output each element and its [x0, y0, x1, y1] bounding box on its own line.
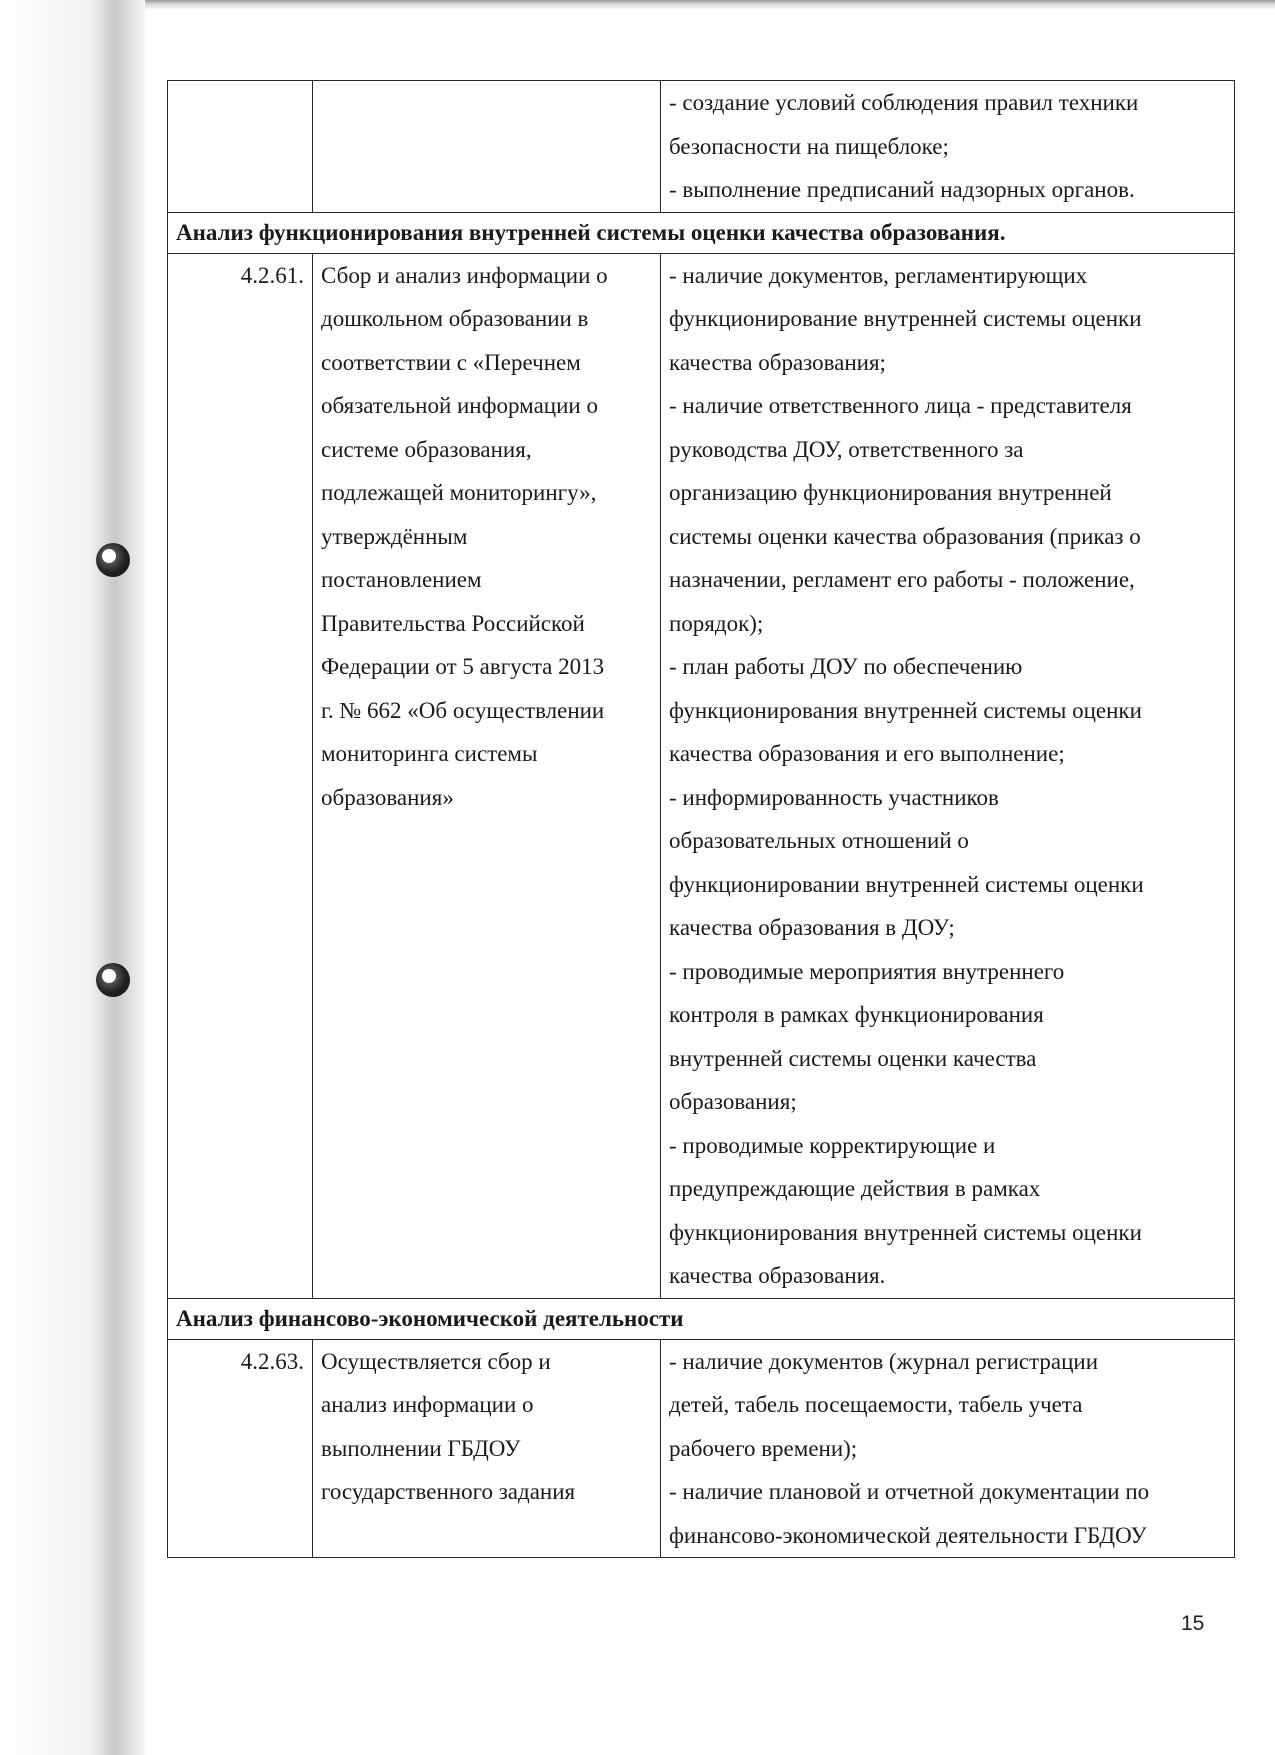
text-line: - наличие документов, регламентирующих — [669, 262, 1088, 288]
text-line: руководства ДОУ, ответственного за — [669, 436, 1024, 462]
row-number — [168, 81, 313, 213]
table-row-top — [168, 81, 1235, 213]
text-line: контроля в рамках функционирования — [669, 1002, 1044, 1027]
text-line: анализ информации о — [321, 1392, 534, 1417]
section-title-quality: Анализ функционирования внутренней системы оценки качества образования. — [168, 212, 1235, 253]
text-line: функционирования внутренней системы оценки — [669, 697, 1142, 723]
text-line: безопасности на пищеблоке; — [669, 133, 949, 159]
punch-hole-bottom — [96, 963, 130, 997]
text-line: качества образования; — [669, 349, 886, 375]
text-line: качества образования в ДОУ; — [669, 915, 955, 940]
text-line: организацию функционирования внутренней — [669, 480, 1112, 505]
text-line: образования; — [669, 1089, 797, 1114]
text-line: системе образования, — [321, 436, 532, 462]
text-line: рабочего времени); — [669, 1435, 858, 1461]
row-description — [313, 253, 661, 1298]
table-row-4-2-61 — [168, 253, 1235, 1298]
text-line: финансово-экономической деятельности ГБДОУ — [669, 1522, 1147, 1548]
text-line: - создание условий соблюдения правил техники — [669, 90, 1139, 115]
section-title-finance: Анализ финансово-экономической деятельности — [168, 1298, 1235, 1339]
text-line: дошкольном образовании в — [321, 306, 589, 331]
text-line: постановлением — [321, 567, 482, 592]
text-line: - наличие документов (журнал регистрации — [669, 1348, 1099, 1374]
text-line: Сбор и анализ информации о — [321, 262, 608, 288]
text-line: Федерации от 5 августа 2013 — [321, 654, 605, 679]
row-number: 4.2.61. — [168, 253, 313, 1298]
text-line: предупреждающие действия в рамках — [669, 1176, 1041, 1201]
text-line: - информированность участников — [669, 784, 999, 810]
row-criteria — [661, 81, 1235, 213]
punch-hole-top — [96, 543, 130, 577]
text-line: выполнении ГБДОУ — [321, 1435, 521, 1461]
text-line: - наличие ответственного лица - представителя — [669, 393, 1132, 418]
text-line: функционирования внутренней системы оценки — [669, 1219, 1142, 1245]
table-row-4-2-63 — [168, 1339, 1235, 1558]
binding-shadow — [0, 0, 145, 1755]
text-line: внутренней системы оценки качества — [669, 1045, 1037, 1071]
text-line: - план работы ДОУ по обеспечению — [669, 654, 1023, 679]
text-line: Правительства Российской — [321, 610, 585, 636]
text-line: функционировании внутренней системы оценки — [669, 871, 1144, 897]
section-header-row — [168, 1298, 1235, 1339]
page-number: 15 — [1181, 1612, 1205, 1635]
text-line: обязательной информации о — [321, 393, 598, 418]
text-line: функционирование внутренней системы оценки — [669, 306, 1142, 331]
text-line: детей, табель посещаемости, табель учета — [669, 1392, 1083, 1417]
text-line: - проводимые мероприятия внутреннего — [669, 958, 1065, 984]
text-line: назначении, регламент его работы - положение, — [669, 567, 1135, 592]
text-line: системы оценки качества образования (приказ о — [669, 523, 1141, 549]
text-line: Осуществляется сбор и — [321, 1348, 551, 1374]
row-description — [313, 81, 661, 213]
text-line: образования» — [321, 784, 454, 810]
text-line: мониторинга системы — [321, 741, 538, 766]
text-line: государственного задания — [321, 1479, 576, 1504]
section-header-row — [168, 212, 1235, 253]
text-line: образовательных отношений о — [669, 828, 969, 853]
row-criteria — [661, 1339, 1235, 1558]
text-line: - наличие плановой и отчетной документации по — [669, 1479, 1150, 1504]
text-line: утверждённым — [321, 523, 468, 549]
text-line: качества образования. — [669, 1263, 886, 1288]
text-line: подлежащей мониторингу», — [321, 480, 597, 505]
scan-top-edge — [0, 0, 1275, 10]
row-description — [313, 1339, 661, 1558]
row-number: 4.2.63. — [168, 1339, 313, 1558]
text-line: порядок); — [669, 610, 764, 636]
text-line: соответствии с «Перечнем — [321, 349, 581, 375]
text-line: - выполнение предписаний надзорных органов. — [669, 177, 1135, 202]
row-criteria — [661, 253, 1235, 1298]
text-line: качества образования и его выполнение; — [669, 741, 1065, 766]
text-line: г. № 662 «Об осуществлении — [321, 697, 605, 723]
criteria-table — [167, 80, 1235, 1558]
text-line: - проводимые корректирующие и — [669, 1132, 996, 1158]
